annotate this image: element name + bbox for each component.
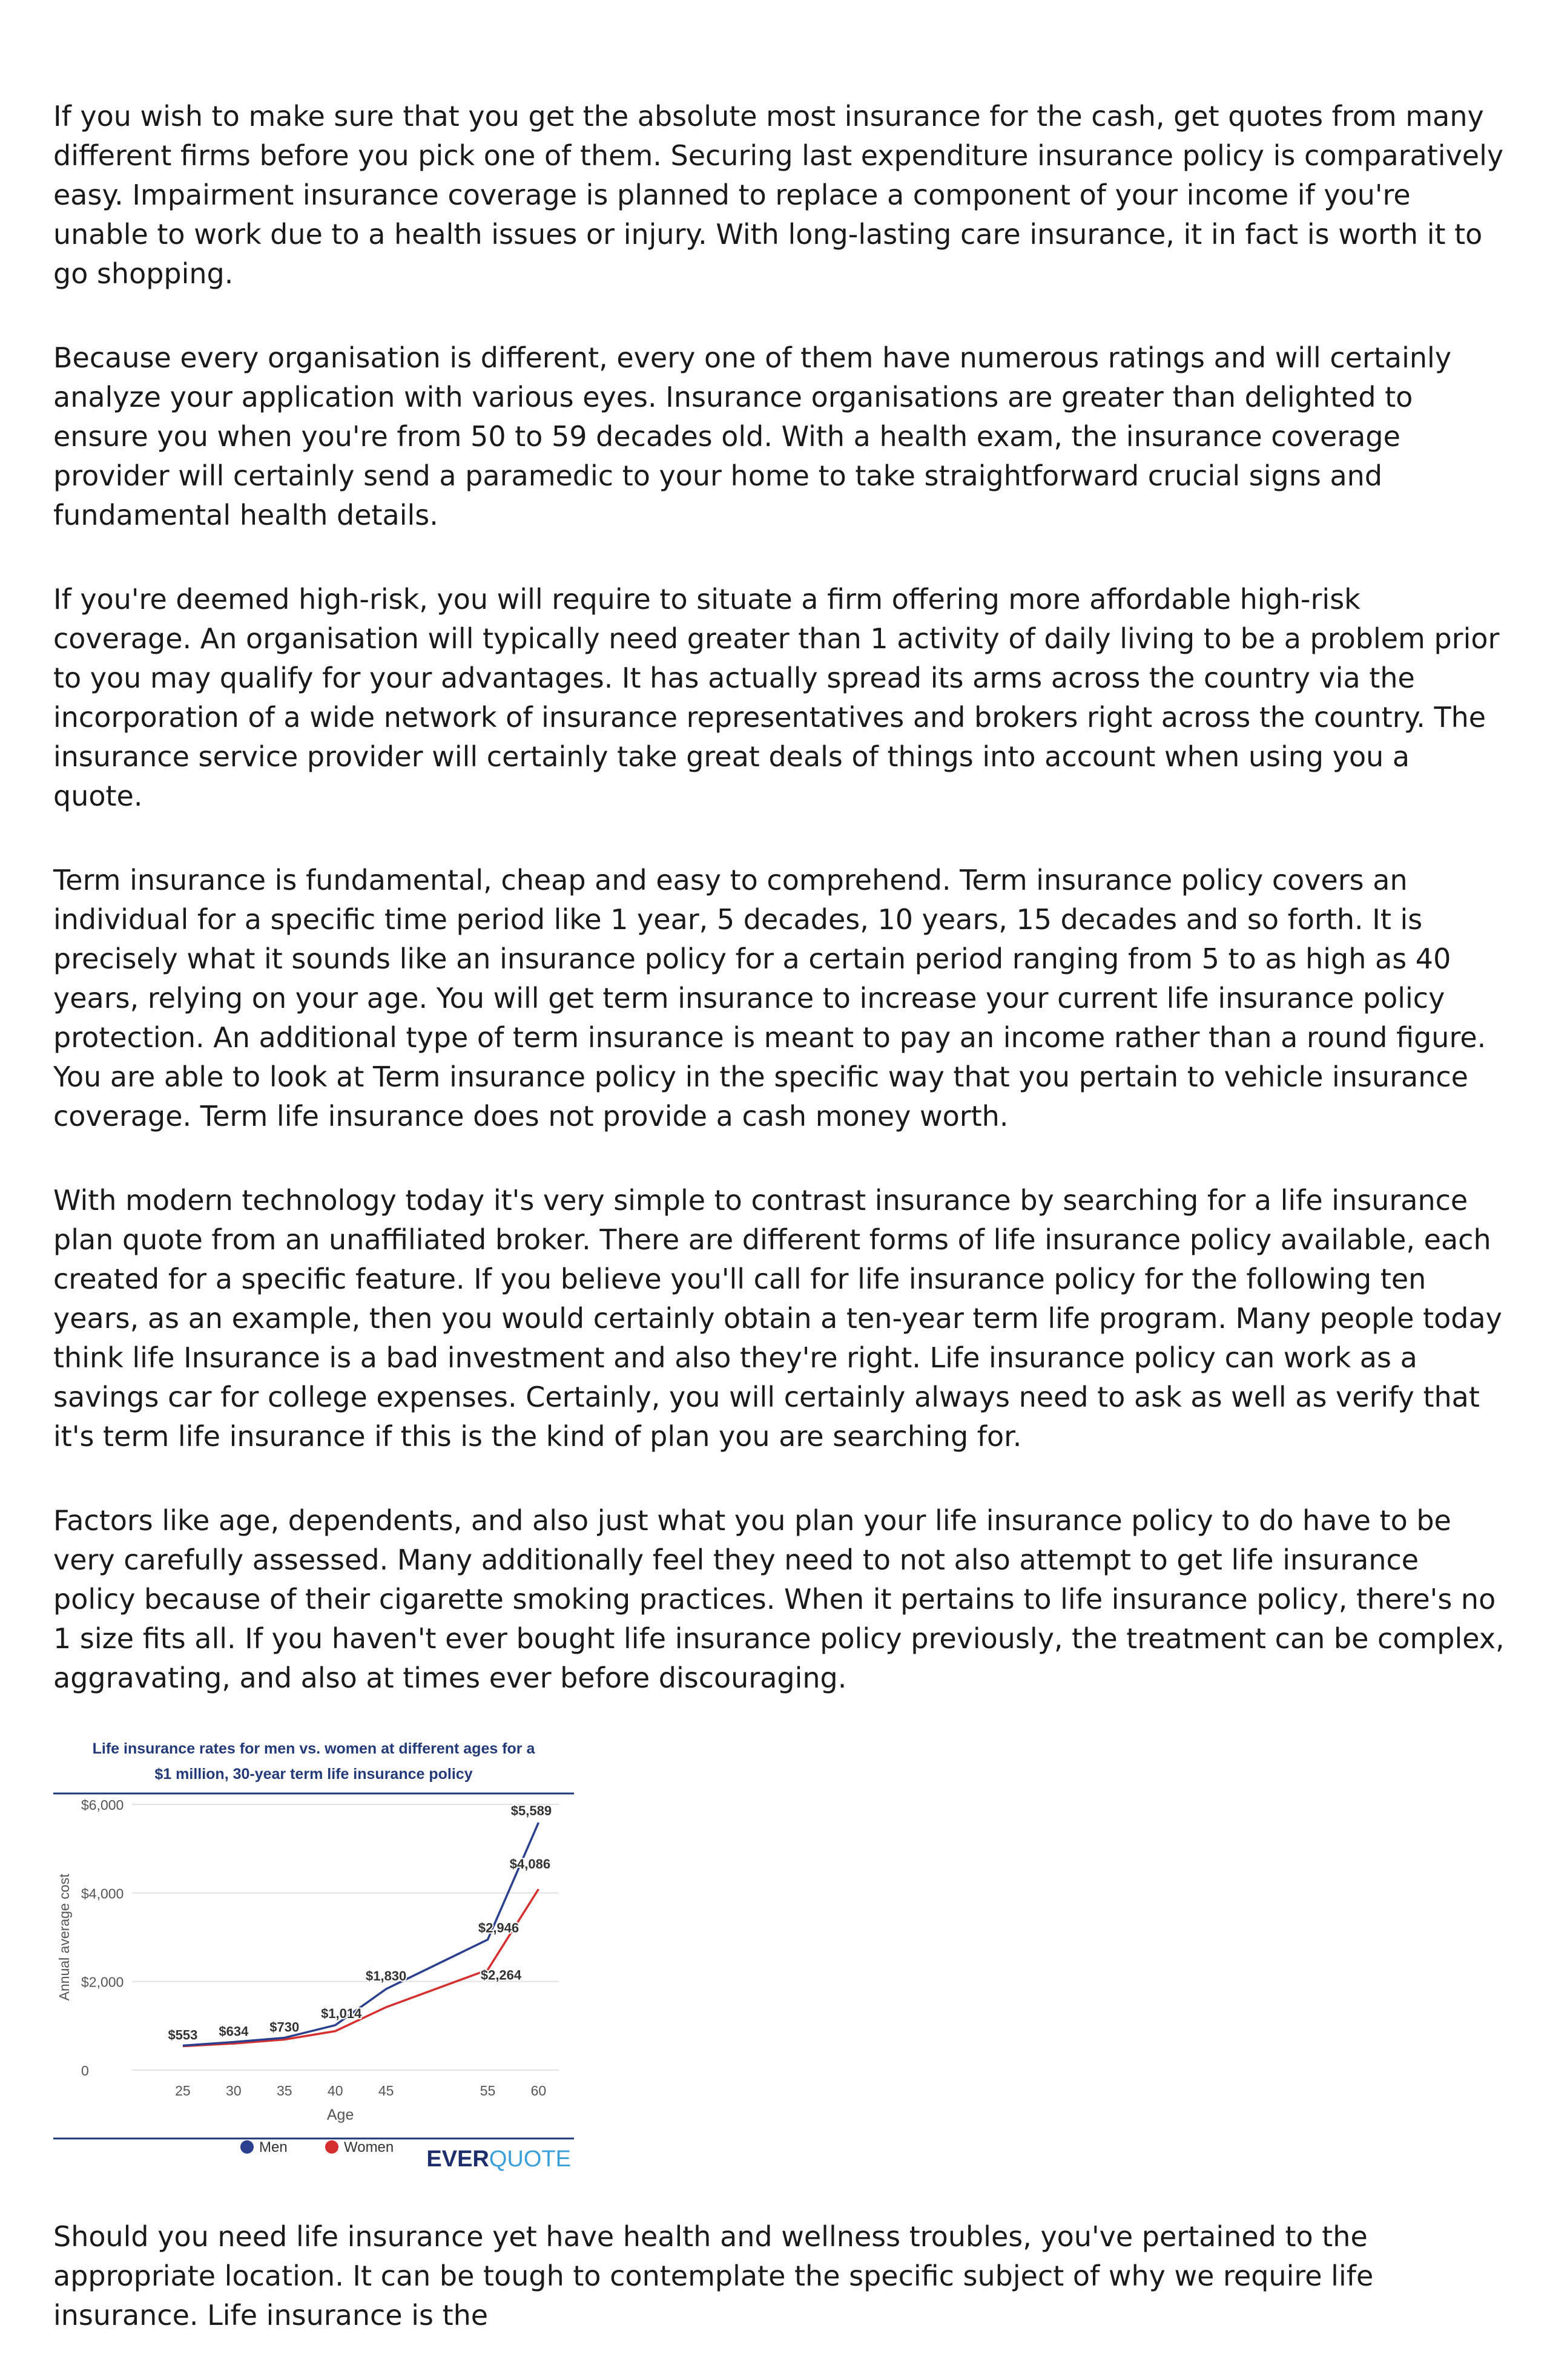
paragraph-4: Term insurance is fundamental, cheap and easy to comprehend. Term insurance policy covers an individual for a specific time period like 1 year, 5 decades, 10 years, 15 decades and so forth. It is precisely what it sounds like an insurance policy for a certain period ranging from 5 to as high as 40 years, relying on your age. You will get term insurance to increase your current life insurance policy protection. An additional type of term insurance is meant to pay an income rather than a round figure. You are able to look at Term insurance policy in the specific way that you pertain to vehicle insurance coverage. Term life insurance does not provide a cash money worth.	[53, 864, 1486, 1132]
logo-part-ever: EVER	[426, 2146, 489, 2172]
x-tick-label: 30	[226, 2083, 242, 2099]
legend-marker-women	[325, 2140, 338, 2154]
legend-label-men: Men	[259, 2139, 288, 2155]
y-tick-label: 0	[81, 2063, 89, 2079]
x-tick-label: 45	[378, 2083, 394, 2099]
data-label: $634	[219, 2023, 249, 2039]
y-axis-label: Annual average cost	[56, 1873, 72, 2001]
data-label: $2,264	[480, 1967, 522, 1983]
paragraph-1: If you wish to make sure that you get the absolute most insurance for the cash, get quotes from many different firms before you pick one of them. Securing last expenditure insurance policy is comparatively easy. Impairment insurance coverage is planned to replace a component of your income if you're unable to work due to a health issues or injury. With long-lasting care insurance, it in fact is worth it to go shopping.	[53, 100, 1504, 290]
y-tick-label: $4,000	[81, 1885, 124, 1902]
y-tick-label: $2,000	[81, 1974, 124, 1990]
rates-chart-svg	[53, 1739, 574, 2175]
data-label: $4,086	[509, 1856, 551, 1872]
document-body	[53, 97, 1506, 2380]
x-tick-label: 35	[276, 2083, 292, 2099]
x-tick-label: 60	[530, 2083, 547, 2099]
y-tick-label: $6,000	[81, 1797, 124, 1813]
chart-title-line2: $1 million, 30-year term life insurance policy	[154, 1766, 473, 1783]
x-tick-label: 55	[480, 2083, 496, 2099]
data-label: $553	[168, 2027, 198, 2043]
paragraph-3: If you're deemed high-risk, you will require to situate a firm offering more affordable high-risk coverage. An organisation will typically need greater than 1 activity of daily living to be a problem prior to you may qualify for your advantages. It has actually spread its arms across the country via the incorporation of a wide network of insurance representatives and brokers right across the country. The insurance service provider will certainly take great deals of things into account when using you a quote.	[53, 583, 1500, 812]
paragraph-2: Because every organisation is different, every one of them have numerous ratings and will certainly analyze your application with various eyes. Insurance organisations are greater than delighted to ensure you when you're from 50 to 59 decades old. With a health exam, the insurance coverage provider will certainly send a paramedic to your home to take straightforward crucial signs and fundamental health details.	[53, 341, 1452, 531]
everquote-logo	[426, 2146, 571, 2172]
data-label: $730	[269, 2019, 300, 2035]
data-label: $2,946	[478, 1920, 519, 1936]
legend-label-women: Women	[344, 2139, 394, 2155]
x-tick-label: 40	[327, 2083, 343, 2099]
legend-marker-men	[240, 2140, 254, 2154]
paragraph-5: With modern technology today it's very simple to contrast insurance by searching for a life insurance plan quote from an unaffiliated broker. There are different forms of life insurance policy available, each created for a specific feature. If you believe you'll call for life insurance policy for the following ten years, as an example, then you would certainly obtain a ten-year term life program. Many people today think life Insurance is a bad investment and also they're right. Life insurance policy can work as a savings car for college expenses. Certainly, you will certainly always need to ask as well as verify that it's term life insurance if this is the kind of plan you are searching for.	[53, 1184, 1502, 1453]
paragraph-closing: Should you need life insurance yet have health and wellness troubles, you've pertained to the appropriate location. It can be tough to contemplate the specific subject of why we require life insurance. Life insurance is the	[53, 2220, 1374, 2332]
chart-title-line1: Life insurance rates for men vs. women at different ages for a	[92, 1740, 535, 1757]
paragraph-6: Factors like age, dependents, and also just what you plan your life insurance policy to do have to be very carefully assessed. Many additionally feel they need to not also attempt to get life insurance policy because of their cigarette smoking practices. When it pertains to life insurance policy, there's no 1 size fits all. If you haven't ever bought life insurance policy previously, the treatment can be complex, aggravating, and also at times ever before discouraging.	[53, 1504, 1505, 1694]
logo-part-quote: QUOTE	[489, 2146, 571, 2172]
data-label: $1,830	[365, 1968, 407, 1984]
data-label: $1,014	[321, 2005, 362, 2021]
data-label: $5,589	[510, 1803, 552, 1819]
rates-chart	[53, 1739, 574, 2175]
x-tick-label: 25	[175, 2083, 191, 2099]
x-axis-label: Age	[326, 2106, 354, 2123]
